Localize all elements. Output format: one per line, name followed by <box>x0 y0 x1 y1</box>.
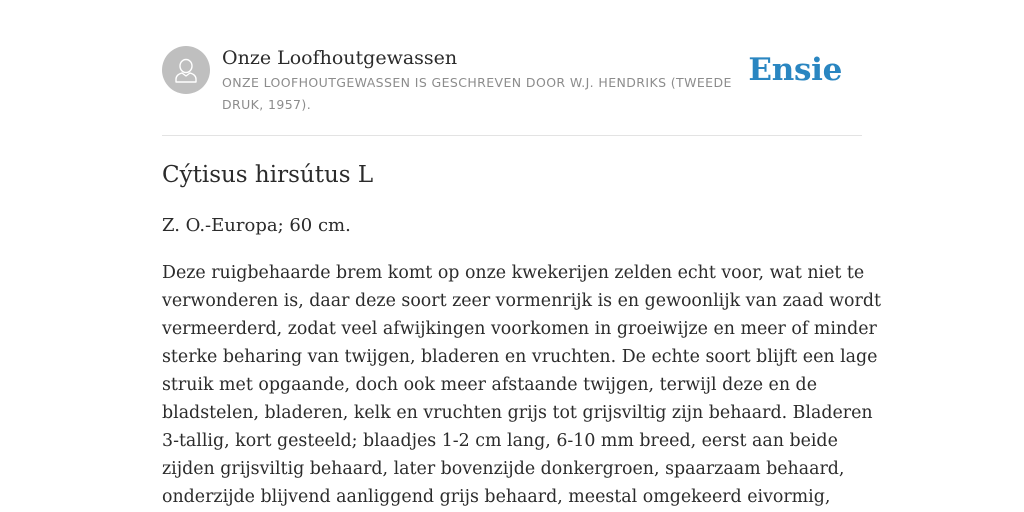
body-line: zijden grijsviltig behaard, later bovenzijde donkergroen, spaarzaam behaard, <box>162 459 845 479</box>
body-line: bladstelen, bladeren, kelk en vruchten grijs tot grijsviltig zijn behaard. Bladeren <box>162 403 873 423</box>
source-header <box>162 46 862 116</box>
body-line: vermeerderd, zodat veel afwijkingen voorkomen in groeiwijze en meer of minder <box>162 319 877 339</box>
ensie-logo-link[interactable]: Ensie <box>748 52 842 88</box>
body-line: 3-tallig, kort gesteeld; blaadjes 1-2 cm lang, 6-10 mm breed, eerst aan beide <box>162 431 838 451</box>
source-title[interactable]: Onze Loofhoutgewassen <box>222 47 458 69</box>
source-description: ONZE LOOFHOUTGEWASSEN IS GESCHREVEN DOOR W.J. HENDRIKS (TWEEDE DRUK, 1957). <box>222 75 732 112</box>
user-icon <box>162 46 210 94</box>
body-line: Deze ruigbehaarde brem komt op onze kwekerijen zelden echt voor, wat niet te <box>162 263 865 283</box>
body-line: struik met opgaande, doch ook meer afstaande twijgen, terwijl deze en de <box>162 375 817 395</box>
body-line: onderzijde blijvend aanliggend grijs behaard, meestal omgekeerd eivormig, <box>162 487 831 507</box>
body-line: verwonderen is, daar deze soort zeer vormenrijk is en gewoonlijk van zaad wordt <box>162 291 881 311</box>
body-line: sterke beharing van twijgen, bladeren en vruchten. De echte soort blijft een lage <box>162 347 878 367</box>
entry-subtitle: Z. O.-Europa; 60 cm. <box>162 215 351 236</box>
entry-title: Cýtisus hirsútus L <box>162 162 374 188</box>
entry-body <box>162 259 881 511</box>
header-divider <box>162 135 862 136</box>
